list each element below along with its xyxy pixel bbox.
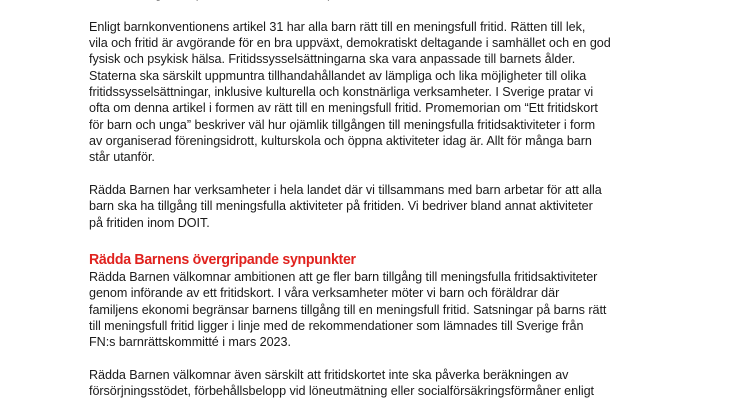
text-line: på fritiden inom DOIT. [89,215,210,230]
text-line: för barn och unga” beskriver väl hur ojämlik tillgången till meningsfulla fritidsaktiviteter i form [89,117,596,132]
text-line: barn ska ha tillgång till meningsfulla aktiviteter på fritiden. Vi bedriver bland annat aktiviteter [89,199,593,214]
section-heading: Rädda Barnens övergripande synpunkter [89,251,356,269]
text-line: försörjningsstödet, förbehållsbelopp vid löneutmätning eller socialförsäkringsförmåner enligt [89,384,594,399]
text-line: av organiserad föreningsidrott, kulturskola och öppna aktiviteter idag är. Allt för många barn [89,133,592,148]
text-line: familjens ekonomi begränsar barnens tillgång till en meningsfull fritid. Satsningar på barns rätt [89,302,607,317]
text-line: Rädda Barnen har verksamheter i hela landet där vi tillsammans med barn arbetar för att alla [89,183,602,198]
text-line: FN:s barnrättskommitté i mars 2023. [89,335,291,350]
text-line: Staterna ska särskilt uppmuntra tillhandahållandet av lämpliga och lika möjligheter till olika [89,68,587,83]
text-line: ofta om denna artikel i formen av rätt till en meningsfull fritid. Promemorian om “Ett fritidskort [89,101,598,116]
paragraph-welcome [89,269,669,350]
paragraph-welcome-2 [89,367,669,400]
text-line: fysisk och psykisk hälsa. Fritidssysselsättningarna ska vara anpassade till barnets ålder. [89,52,576,67]
text-line: Rädda Barnen välkomnar ambitionen att ge fler barn tillgång till meningsfulla fritidsaktiviteter [89,270,598,285]
document-page [89,0,669,400]
text-line: vila och fritid är avgörande för en bra uppväxt, demokratiskt deltagande i samhället och en god [89,36,611,51]
paragraph-spacer [89,166,669,183]
paragraph-spacer [89,231,669,250]
text-line: fritidssysselsättningar, inklusive kulturella och konstnärliga verksamheter. I Sverige pratar vi [89,85,594,100]
paragraph-spacer [89,351,669,368]
text-line: till meningsfull fritid ligger i linje med de rekommendationer som lämnades till Sverige från [89,318,584,333]
text-line: Enligt barnkonventionens artikel 31 har alla barn rätt till en meningsfull fritid. Rätten till lek, [89,19,586,34]
paragraph-spacer [89,2,669,19]
text-line: genom införande av ett fritidskort. I våra verksamheter möter vi barn och föräldrar där [89,286,560,301]
paragraph-activities [89,182,669,231]
text-line: står utanför. [89,150,155,165]
paragraph-article-31 [89,19,669,166]
text-line: Rädda Barnen välkomnar även särskilt att fritidskortet inte ska påverka beräkningen av [89,368,569,383]
